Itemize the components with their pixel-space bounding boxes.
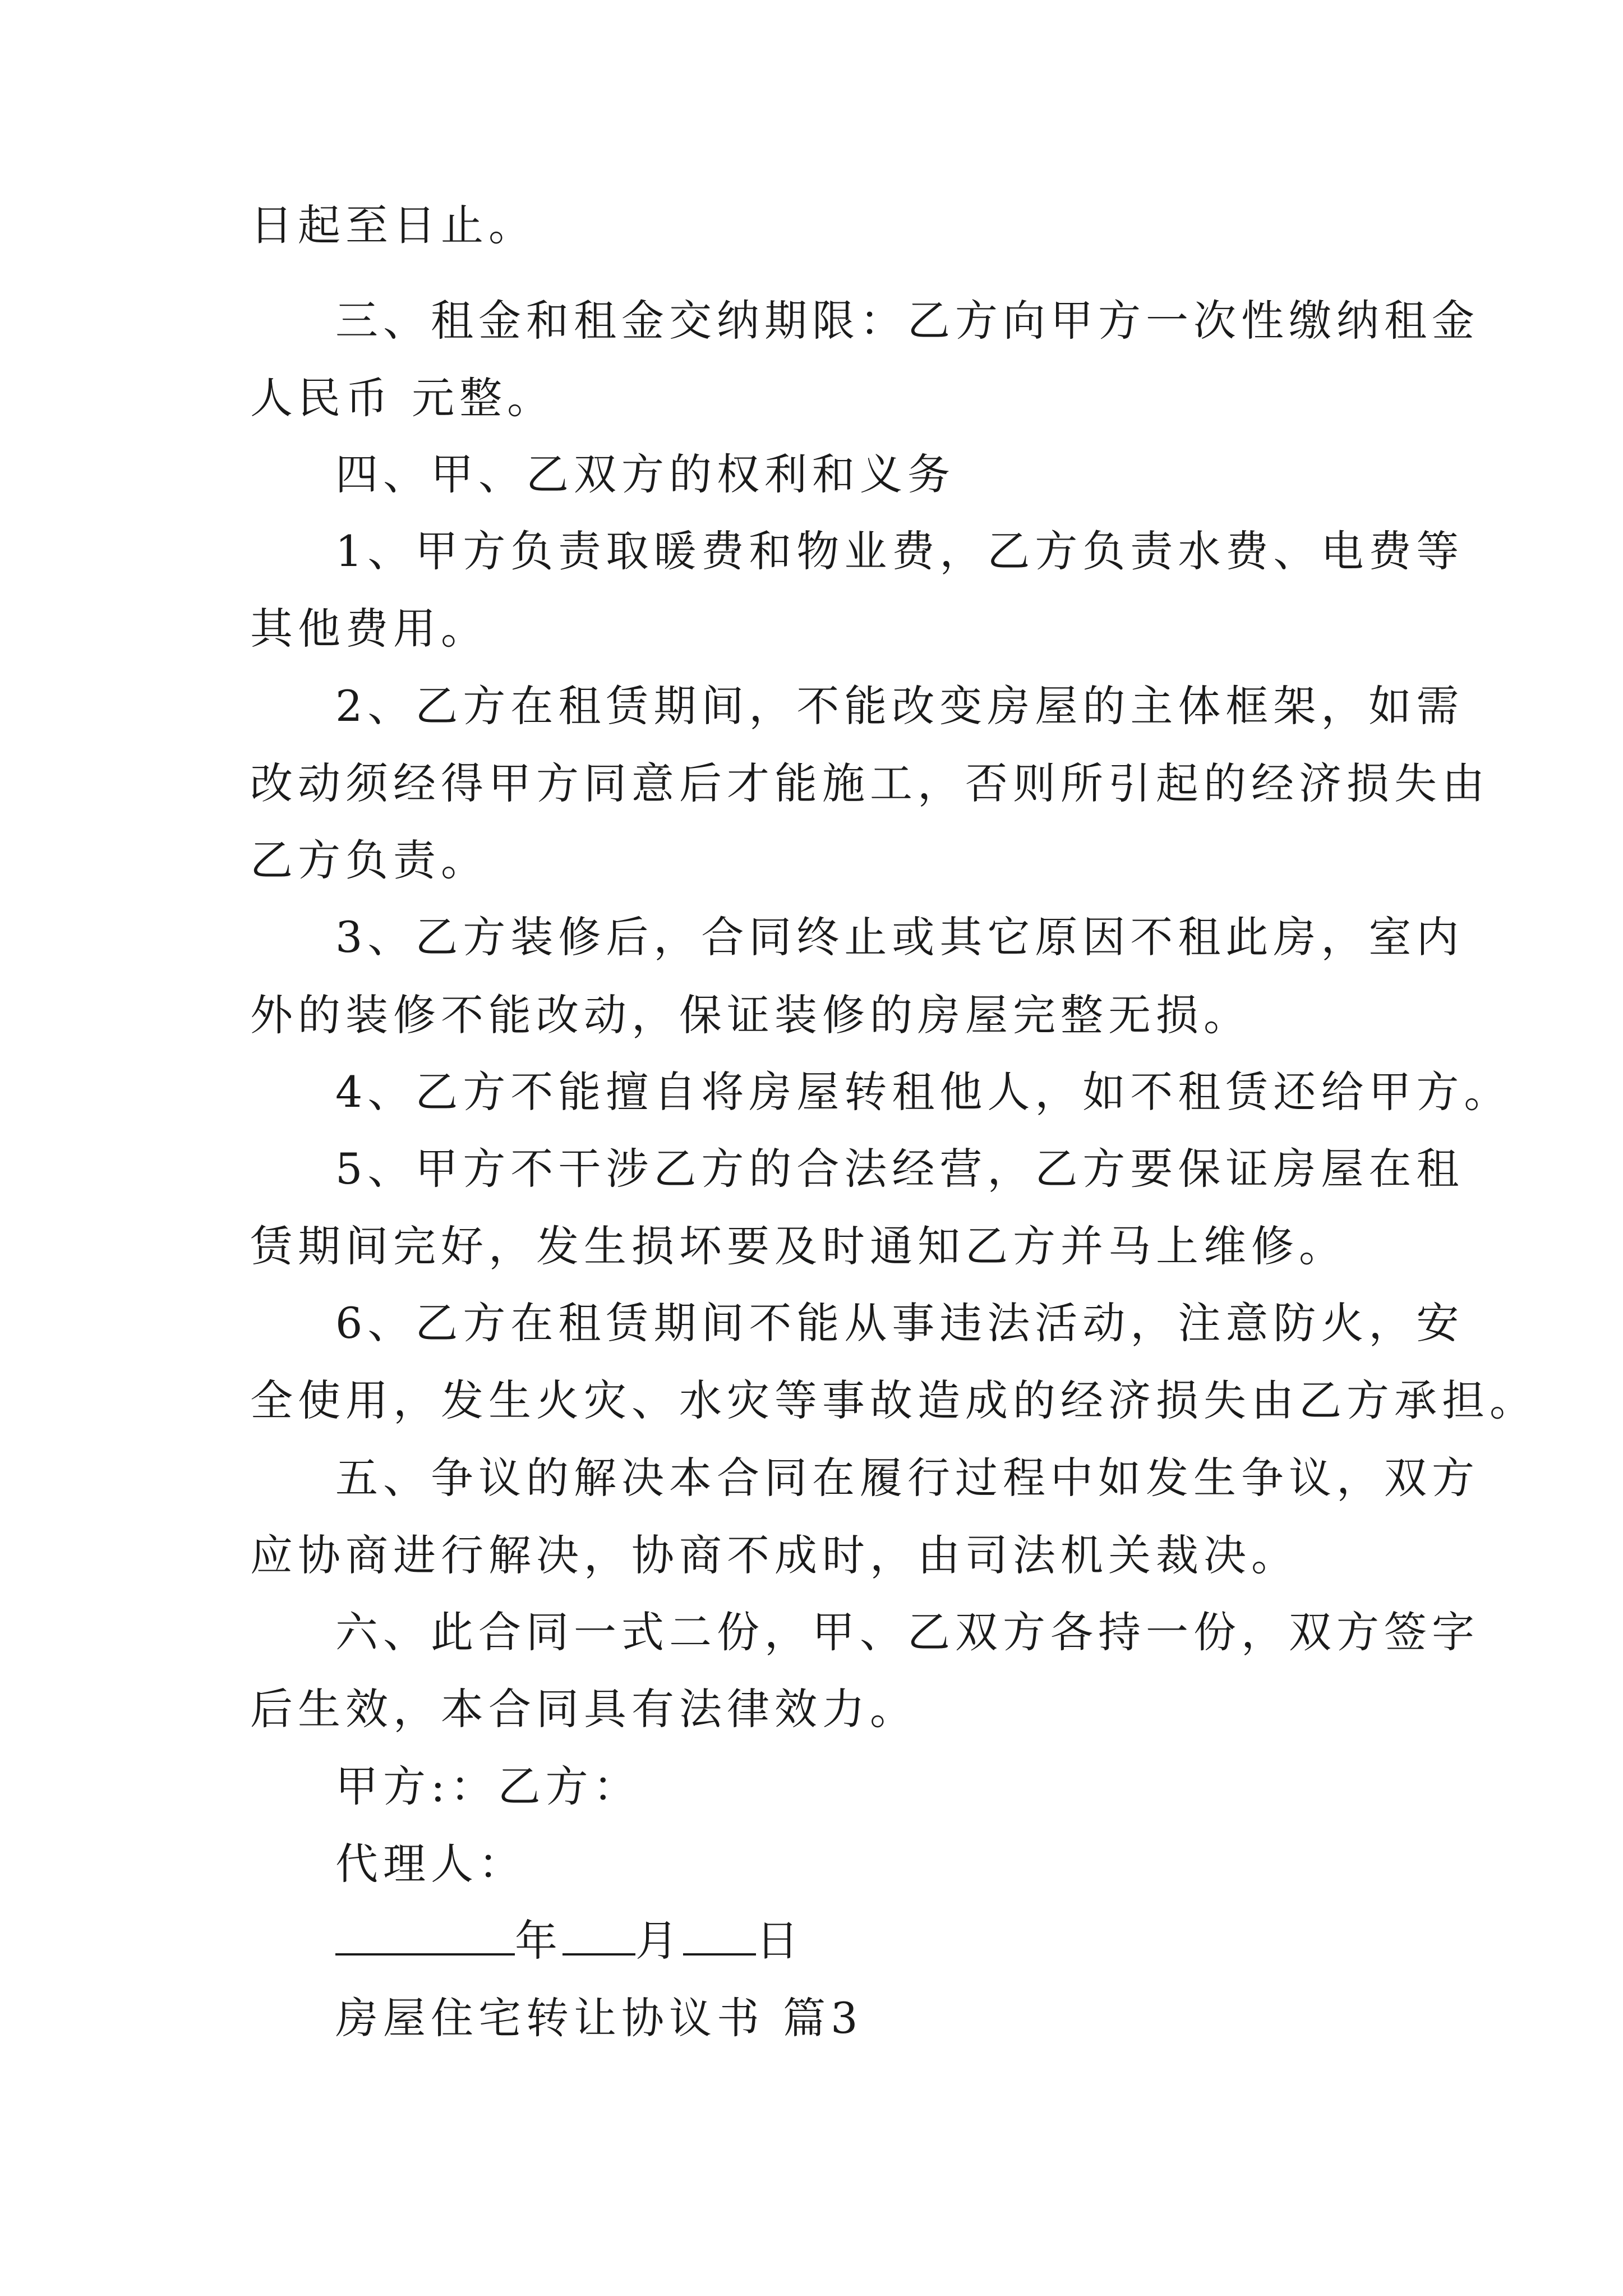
day-label: 日 xyxy=(756,1916,804,1966)
month-blank xyxy=(562,1914,635,1955)
text-line: 五、争议的解决本合同在履行过程中如发生争议，双方 xyxy=(335,1453,1479,1503)
text-line: 改动须经得甲方同意后才能施工，否则所引起的经济损失由 xyxy=(250,758,1490,808)
text-line: 4、乙方不能擅自将房屋转租他人，如不租赁还给甲方。 xyxy=(335,1067,1512,1117)
text-line: 三、租金和租金交纳期限：乙方向甲方一次性缴纳租金 xyxy=(335,296,1479,346)
text-line: 全使用，发生火灾、水灾等事故造成的经济损失由乙方承担。 xyxy=(250,1375,1537,1425)
text-line: 2、乙方在租赁期间，不能改变房屋的主体框架，如需 xyxy=(335,681,1464,731)
day-blank xyxy=(683,1914,756,1955)
text-line: 其他费用。 xyxy=(250,604,488,654)
text-line: 5、甲方不干涉乙方的合法经营，乙方要保证房屋在租 xyxy=(335,1144,1464,1194)
text-line: 日起至日止。 xyxy=(250,200,536,250)
text-line: 四、甲、乙双方的权利和义务 xyxy=(335,449,955,499)
text-line: 应协商进行解决，协商不成时，由司法机关裁决。 xyxy=(250,1530,1299,1580)
next-section-title: 房屋住宅转让协议书 篇3 xyxy=(335,1993,863,2043)
text-line: 外的装修不能改动，保证装修的房屋完整无损。 xyxy=(250,990,1251,1040)
text-line: 1、甲方负责取暖费和物业费，乙方负责水费、电费等 xyxy=(335,526,1464,576)
text-line: 后生效，本合同具有法律效力。 xyxy=(250,1684,917,1734)
text-line: 3、乙方装修后，合同终止或其它原因不租此房，室内 xyxy=(335,912,1464,962)
date-line xyxy=(335,1913,804,1969)
agent-line: 代理人： xyxy=(335,1839,526,1889)
text-line: 六、此合同一式二份，甲、乙双方各持一份，双方签字 xyxy=(335,1607,1479,1657)
month-label: 月 xyxy=(635,1916,683,1966)
text-line: 赁期间完好，发生损坏要及时通知乙方并马上维修。 xyxy=(250,1221,1347,1271)
year-blank xyxy=(335,1914,515,1955)
text-line: 乙方负责。 xyxy=(250,835,488,885)
text-line: 6、乙方在租赁期间不能从事违法活动，注意防火，安 xyxy=(335,1298,1464,1348)
year-label: 年 xyxy=(515,1916,562,1966)
signature-parties-line: 甲方:：乙方： xyxy=(335,1761,641,1811)
text-line: 人民币 元整。 xyxy=(250,373,555,423)
